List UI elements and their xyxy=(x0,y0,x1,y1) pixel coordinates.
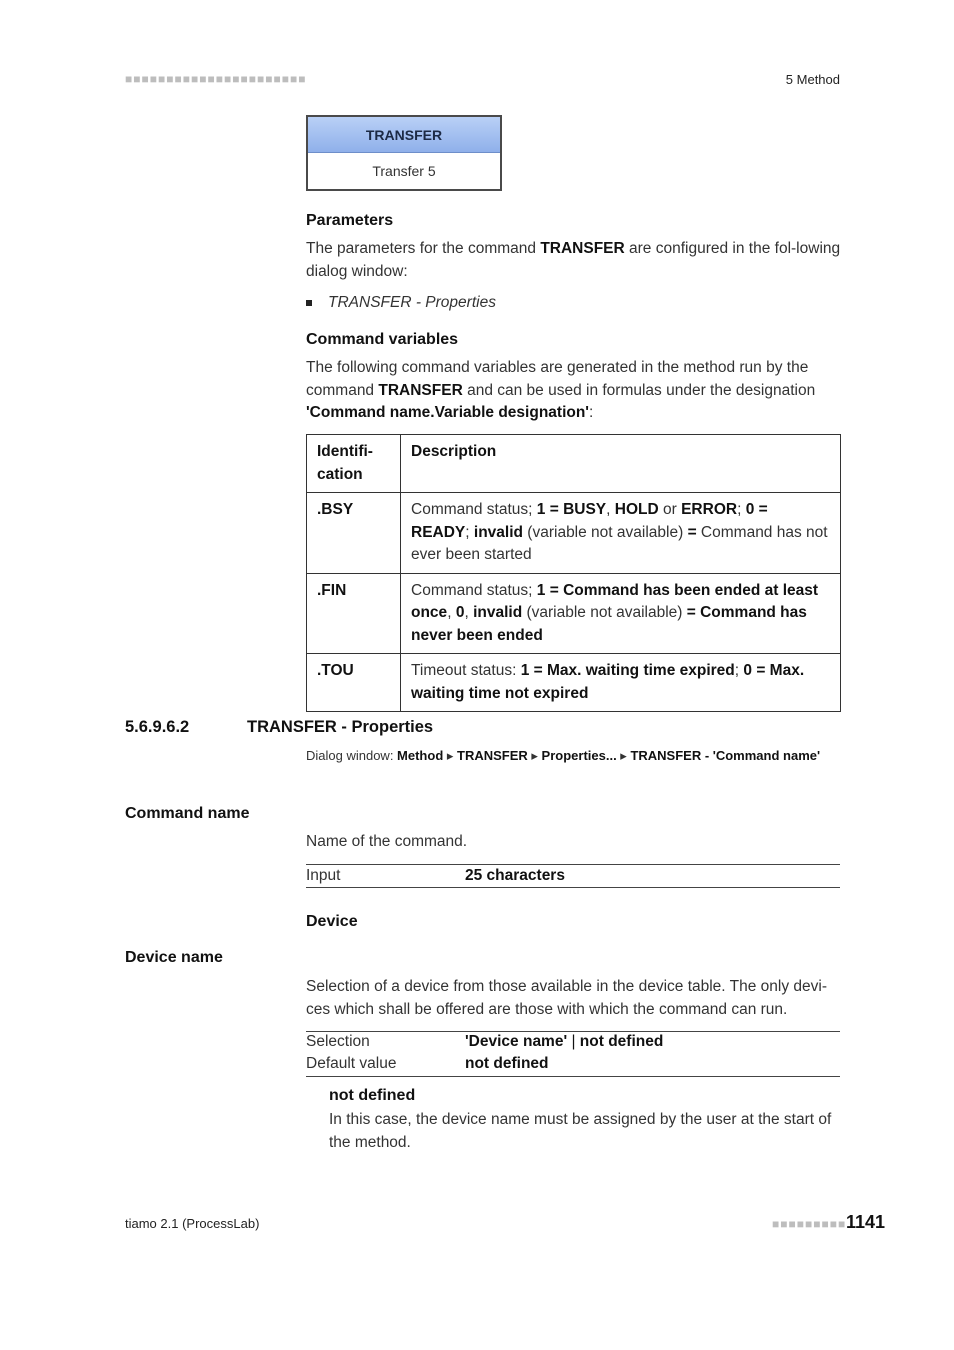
text: ▸ xyxy=(616,748,631,763)
table-header-description: Description xyxy=(401,435,841,493)
command-name-desc: Name of the command. xyxy=(306,833,468,850)
option-desc: In this case, the device name must be assigned by the user at the start of the method. xyxy=(329,1111,832,1151)
text: ▸ xyxy=(443,748,458,763)
footer-decoration: ■■■■■■■■■ xyxy=(772,1217,847,1231)
input-row xyxy=(306,864,840,887)
variable-id: .BSY xyxy=(307,493,401,574)
text: or xyxy=(658,501,682,518)
variable-description xyxy=(401,654,841,712)
command-box-label: Transfer 5 xyxy=(372,162,436,179)
variable-id: .TOU xyxy=(307,654,401,712)
divider xyxy=(306,887,840,888)
header-decoration: ■■■■■■■■■■■■■■■■■■■■■■ xyxy=(125,72,307,86)
bold-text: 1 = BUSY xyxy=(536,501,607,518)
parameters-text: The parameters for the command TRANSFER are configured in the fol-lowing dialog window: xyxy=(306,240,841,280)
bold-text: 1 = Max. waiting time expired xyxy=(520,662,735,679)
bold-text: = xyxy=(687,523,697,541)
dialog-path: Dialog window: Method ▸ TRANSFER ▸ Properties... ▸ TRANSFER - 'Command name' xyxy=(306,748,821,763)
bold-text: TRANSFER - 'Command name' xyxy=(630,748,821,763)
device-name-heading: Device name xyxy=(125,949,223,966)
default-value: not defined xyxy=(465,1055,549,1072)
table-row xyxy=(307,654,841,712)
table-row xyxy=(307,493,841,574)
input-value: 25 characters xyxy=(465,867,565,884)
option-title: not defined xyxy=(329,1087,416,1104)
text: ▸ xyxy=(527,748,542,763)
command-variables-table xyxy=(306,434,841,712)
parameters-heading: Parameters xyxy=(306,212,394,229)
table-header-identification: Identifi-cation xyxy=(307,435,401,493)
section-title: TRANSFER - Properties xyxy=(247,718,434,736)
text: (variable not available) xyxy=(522,604,687,621)
dialog-path-items xyxy=(397,748,820,763)
command-box xyxy=(306,115,502,191)
bold-text: invalid xyxy=(473,604,523,621)
bold-text: Properties... xyxy=(541,748,617,763)
text: ; xyxy=(734,662,744,679)
command-name-bold: TRANSFER xyxy=(540,240,625,257)
input-label: Input xyxy=(306,867,341,884)
command-name-heading: Command name xyxy=(125,805,250,822)
text: Command has not ever been started xyxy=(411,523,828,563)
chapter-title: 5 Method xyxy=(785,72,840,87)
bold-text: Method xyxy=(397,748,444,763)
table-row xyxy=(307,573,841,654)
text: Command status; xyxy=(411,501,537,518)
bold-text: 0 = READY xyxy=(411,501,768,541)
text: Command status; xyxy=(411,581,537,599)
bold-text: 0 xyxy=(455,604,465,621)
bold-text: TRANSFER xyxy=(457,748,528,763)
text: Timeout status: xyxy=(411,662,521,679)
bullet-icon xyxy=(306,300,312,306)
divider xyxy=(306,1076,840,1077)
bold-text: = Command has never been ended xyxy=(411,604,807,644)
bold-text: HOLD xyxy=(614,501,659,518)
text: , xyxy=(606,501,615,518)
variable-id: .FIN xyxy=(307,573,401,654)
bold-text: ERROR xyxy=(681,501,738,518)
list-item xyxy=(306,294,496,312)
device-name-desc: Selection of a device from those available in the device table. The only devi-ces which shall be offered are those with which the command can run. xyxy=(306,978,827,1018)
selection-value: 'Device name' | not defined xyxy=(465,1033,664,1050)
text: (variable not available) xyxy=(523,523,688,541)
selection-label: Selection xyxy=(306,1033,370,1050)
command-variables-heading: Command variables xyxy=(306,331,459,348)
text: ; xyxy=(737,501,746,518)
selection-row xyxy=(306,1031,840,1053)
bold-text: invalid xyxy=(473,523,523,541)
footer-product: tiamo 2.1 (ProcessLab) xyxy=(125,1216,260,1231)
dialog-link-text: TRANSFER - Properties xyxy=(328,294,496,311)
text: ; xyxy=(465,523,474,541)
device-heading: Device xyxy=(306,913,358,930)
bold-text: 1 = Command has been ended at least once xyxy=(411,581,819,621)
page-number: 1141 xyxy=(846,1212,886,1232)
command-variables-text: The following command variables are generated in the method run by the command TRANSFER and can be used in formulas under the designation 'Command name.Variable designation': xyxy=(306,359,816,421)
section-number: 5.6.9.6.2 xyxy=(125,718,190,736)
variable-description xyxy=(401,573,841,654)
default-value-row xyxy=(306,1053,840,1075)
command-box-title: TRANSFER xyxy=(308,117,500,153)
default-value-label: Default value xyxy=(306,1055,397,1072)
variable-description xyxy=(401,493,841,574)
bold-text: 0 = Max. waiting time not expired xyxy=(411,662,805,702)
table-header-row xyxy=(307,435,841,493)
text: , xyxy=(464,604,474,621)
text: , xyxy=(447,604,456,621)
